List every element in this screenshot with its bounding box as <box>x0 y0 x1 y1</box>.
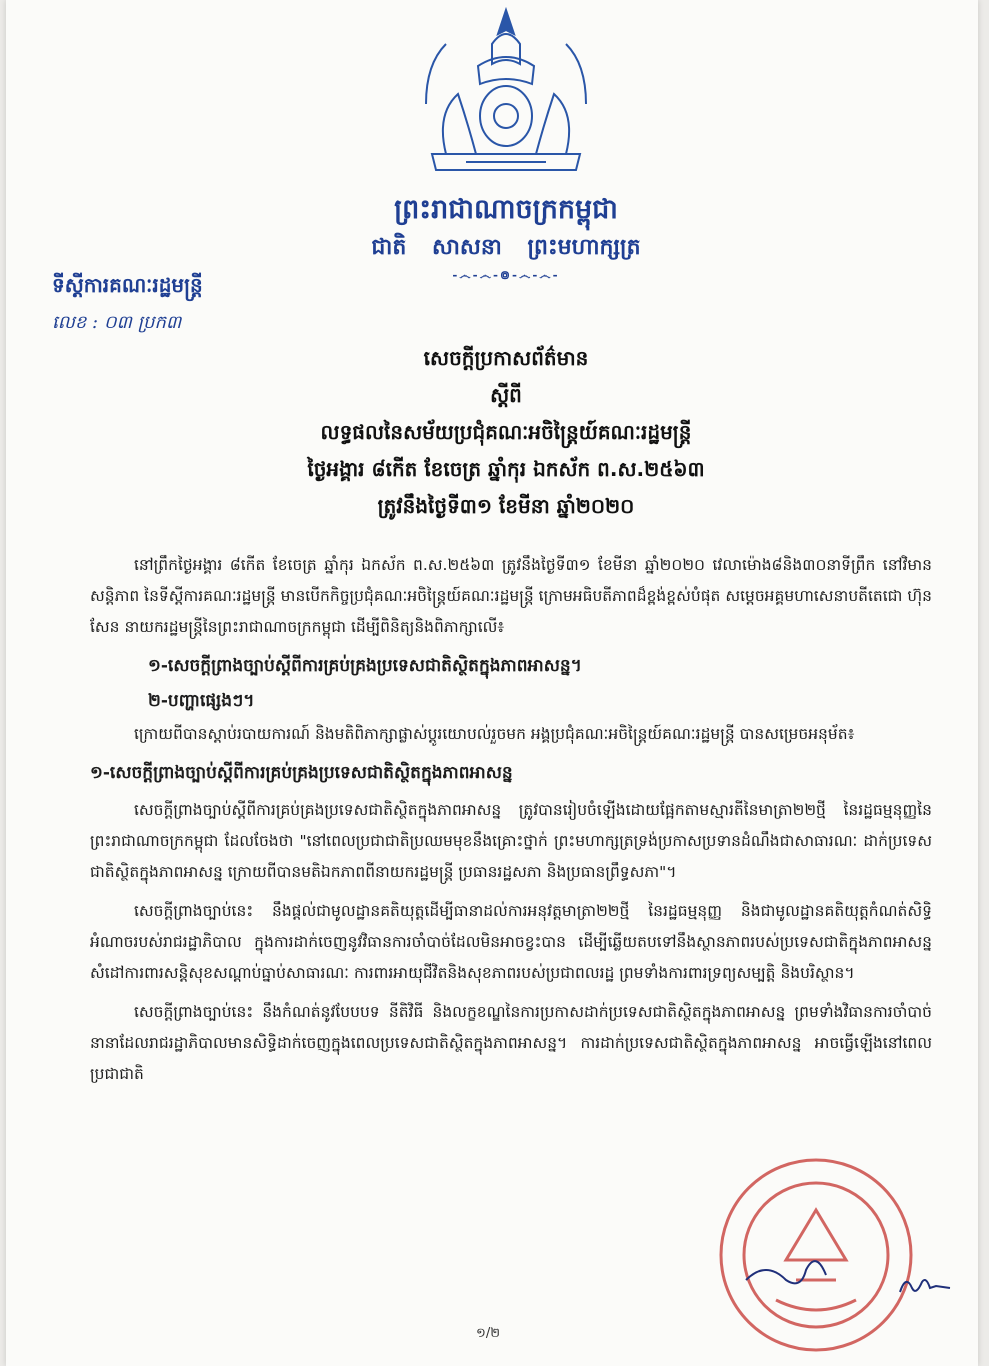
section-1-paragraph-3: សេចក្តីព្រាងច្បាប់នេះ នឹងកំណត់នូវបែបបទ នីតិវិធី និងលក្ខខណ្ឌនៃការប្រកាសដាក់ប្រទេសជាតិស្ថិតក្នុងភាពអាសន្ន ព្រមទាំងវិធានការចាំបាច់នានាដែលរាជរដ្ឋាភិបាលមានសិទ្ធិដាក់ចេញក្នុងពេលប្រទេសជាតិស្ថិតក្នុងភាពអាសន្ន។ ការដាក់ប្រទេសជាតិស្ថិតក្នុងភាពអាសន្ន អាចធ្វើឡើងនៅពេលប្រជាជាតិ <box>90 1003 932 1083</box>
document-body <box>90 550 932 1098</box>
office-name: ទីស្តីការគណៈរដ្ឋមន្ត្រី <box>52 273 203 297</box>
reference-number <box>52 304 292 342</box>
intro-paragraph: នៅព្រឹកថ្ងៃអង្គារ ៨កើត ខែចេត្រ ឆ្នាំកុរ ឯកស័ក ព.ស.២៥៦៣ ត្រូវនឹងថ្ងៃទី៣១ ខែមីនា ឆ្នាំ២០២០ វេលាម៉ោង៨និង៣០នាទីព្រឹក នៅវិមានសន្តិភាព នៃទីស្តីការគណៈរដ្ឋមន្ត្រី មានបើកកិច្ចប្រជុំគណៈអចិន្ត្រៃយ៍គណៈរដ្ឋមន្ត្រី ក្រោមអធិបតីភាពដ៏ខ្ពង់ខ្ពស់បំផុត សម្តេចអគ្គមហាសេនាបតីតេជោ ហ៊ុន សែន នាយករដ្ឋមន្ត្រីនៃព្រះរាជាណាចក្រកម្ពុជា ដើម្បីពិនិត្យនិងពិភាក្សាលើ៖ <box>90 556 932 636</box>
title-line-1: សេចក្តីប្រកាសព័ត៌មាន <box>423 346 589 370</box>
document-title <box>156 340 856 525</box>
kingdom-header <box>296 190 716 286</box>
kingdom-name: ព្រះរាជាណាចក្រកម្ពុជា <box>394 194 618 225</box>
agenda-item-2: ២-បញ្ហាផ្សេងៗ។ <box>148 691 255 711</box>
reference-number-label: លេខ : <box>52 312 99 333</box>
agenda-item-1: ១-សេចក្តីព្រាងច្បាប់ស្តីពីការគ្រប់គ្រងប្រទេសជាតិស្ថិតក្នុងភាពអាសន្ន។ <box>148 656 582 676</box>
title-line-5: ត្រូវនឹងថ្ងៃទី៣១ ខែមីនា ឆ្នាំ២០២០ <box>377 494 635 518</box>
official-seal-stamp <box>706 1140 916 1360</box>
reference-number-value: ០៣ ប្រក៣ <box>103 312 182 333</box>
section-1-heading: ១-សេចក្តីព្រាងច្បាប់ស្តីពីការគ្រប់គ្រងប្រទេសជាតិស្ថិតក្នុងភាពអាសន្ន <box>90 763 513 783</box>
title-line-4: ថ្ងៃអង្គារ ៨កើត ខែចេត្រ ឆ្នាំកុរ ឯកស័ក ព.ស.២៥៦៣ <box>307 457 705 481</box>
section-1-paragraph-2: សេចក្តីព្រាងច្បាប់នេះ នឹងផ្តល់ជាមូលដ្ឋានគតិយុត្តដើម្បីធានាដល់ការអនុវត្តមាត្រា២២ថ្មី នៃរដ្ឋធម្មនុញ្ញ និងជាមូលដ្ឋានគតិយុត្តកំណត់សិទ្ធិអំណាចរបស់រាជរដ្ឋាភិបាល ក្នុងការដាក់ចេញនូវវិធានការចាំបាច់ដែលមិនអាចខ្វះបាន ដើម្បីឆ្លើយតបទៅនឹងស្ថានភាពរបស់ប្រទេសជាតិក្នុងភាពអាសន្ន សំដៅការពារសន្តិសុខសណ្តាប់ធ្នាប់សាធារណៈ ការពារអាយុជីវិតនិងសុខភាពរបស់ប្រជាពលរដ្ឋ ព្រមទាំងការពារទ្រព្យសម្បត្តិ និងបរិស្ថាន។ <box>90 902 932 982</box>
section-1-paragraph-1: សេចក្តីព្រាងច្បាប់ស្តីពីការគ្រប់គ្រងប្រទេសជាតិស្ថិតក្នុងភាពអាសន្ន ត្រូវបានរៀបចំឡើងដោយផ្អែកតាមស្មារតីនៃមាត្រា២២ថ្មី នៃរដ្ឋធម្មនុញ្ញនៃព្រះរាជាណាចក្រកម្ពុជា ដែលចែងថា "នៅពេលប្រជាជាតិប្រឈមមុខនឹងគ្រោះថ្នាក់ ព្រះមហាក្សត្រទ្រង់ប្រកាសប្រទានដំណឹងជាសាធារណៈ ដាក់ប្រទេសជាតិស្ថិតក្នុងភាពអាសន្ន ក្រោយពីបានមតិឯកភាពពីនាយករដ្ឋមន្ត្រី ប្រធានរដ្ឋសភា និងប្រធានព្រឹទ្ធសភា"។ <box>90 801 932 881</box>
document-page <box>6 0 978 1366</box>
decision-paragraph: ក្រោយពីបានស្តាប់របាយការណ៍ និងមតិពិភាក្សាផ្លាស់ប្តូរយោបល់រួចមក អង្គប្រជុំគណៈអចិន្ត្រៃយ៍គណៈរដ្ឋមន្ត្រី បានសម្រេចអនុម័ត៖ <box>134 725 855 743</box>
royal-coat-of-arms-icon <box>406 4 606 184</box>
initials-signature <box>896 1270 956 1300</box>
title-line-2: ស្តីពី <box>490 383 522 407</box>
header-ornament: -෴-෴-៙-෴-෴- <box>452 268 560 282</box>
title-line-3: លទ្ធផលនៃសម័យប្រជុំគណៈអចិន្ត្រៃយ៍គណៈរដ្ឋមន្ត្រី <box>320 420 692 444</box>
national-motto: ជាតិ សាសនា ព្រះមហាក្សត្រ <box>371 234 641 260</box>
page-number: ១/២ <box>476 1326 501 1341</box>
issuing-office <box>52 266 292 342</box>
